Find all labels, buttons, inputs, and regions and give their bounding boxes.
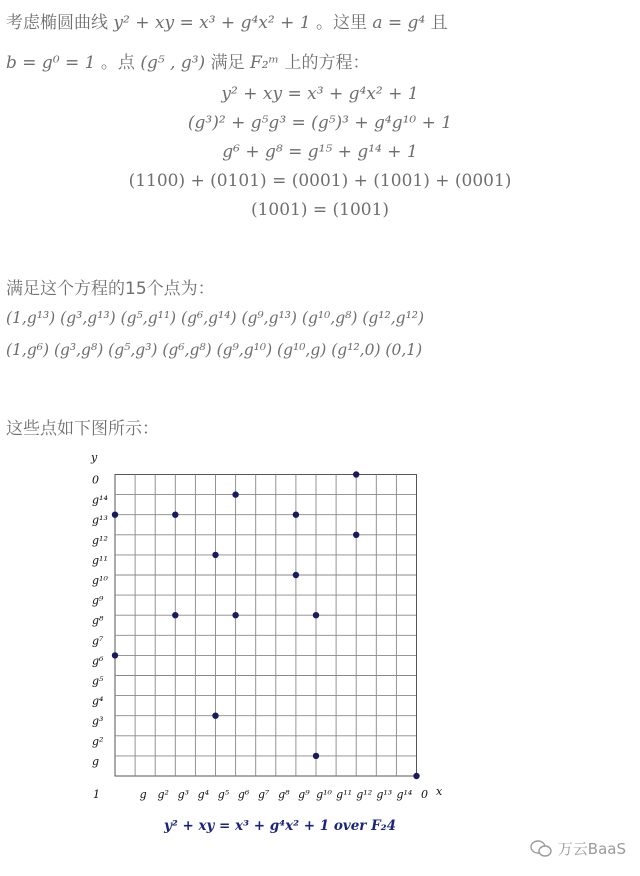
derivation-line-3: g⁶ + g⁸ = g¹⁵ + g¹⁴ + 1 [222, 142, 418, 162]
a-definition: a = g⁴ [372, 13, 426, 33]
x-tick-label: g [139, 788, 147, 801]
x-tick-label: 1 [93, 788, 100, 801]
watermark [530, 838, 626, 859]
curve-point [232, 612, 238, 618]
derivation-line-1: y² + xy = x³ + g⁴x² + 1 [221, 84, 419, 104]
y-tick-label: g¹¹ [92, 553, 108, 567]
curve-point [212, 552, 218, 558]
curve-point [353, 471, 359, 477]
points-row-1: (1,g¹³) (g³,g¹³) (g⁵,g¹¹) (g⁶,g¹⁴) (g⁹,g¹³) (g¹⁰,g⁸) (g¹²,g¹²) [6, 309, 425, 327]
y-axis-label: y [91, 451, 98, 464]
curve-point [232, 491, 238, 497]
x-tick-label: g³ [177, 788, 190, 801]
y-tick-label: g¹⁰ [92, 574, 108, 587]
x-tick-label: g¹² [356, 788, 373, 801]
y-tick-label: g⁶ [92, 654, 104, 668]
x-tick-label: g¹⁰ [316, 788, 332, 801]
curve-point [313, 753, 319, 759]
y-tick-label: g¹⁴ [92, 493, 108, 507]
curve-point [313, 612, 319, 618]
curve-point [293, 512, 299, 518]
x-tick-label: g⁵ [217, 788, 230, 801]
y-tick-label: g¹³ [92, 513, 108, 527]
x-tick-label: g² [157, 788, 169, 801]
curve-point [172, 512, 178, 518]
y-tick-label: g³ [92, 714, 104, 728]
intro-text: 。点 [100, 53, 135, 73]
derivation-line-4: (1100) + (0101) = (0001) + (1001) + (0001) [128, 171, 512, 191]
curve-point [172, 612, 178, 618]
x-tick-label: g⁷ [257, 788, 270, 801]
x-tick-label: g⁶ [237, 788, 250, 801]
intro-text: 满足 [210, 53, 245, 73]
x-tick-label: g⁹ [298, 788, 310, 801]
intro-text: 上的方程： [284, 53, 370, 73]
figure-heading: 这些点如下图所示： [6, 419, 159, 439]
x-tick-label: 0 [421, 788, 428, 801]
curve-point [212, 713, 218, 719]
derivation-line-5: (1001) = (1001) [250, 200, 390, 220]
curve-point [112, 512, 118, 518]
curve-point [353, 532, 359, 538]
intro-text: 。这里 [315, 13, 367, 33]
y-tick-label: 0 [92, 473, 99, 487]
y-tick-label: g⁸ [92, 614, 104, 628]
x-tick-label: g⁴ [197, 788, 210, 801]
y-tick-label: g¹² [92, 533, 108, 547]
x-tick-label: g¹⁴ [396, 788, 413, 801]
y-tick-label: g⁵ [92, 674, 104, 688]
curve-point [293, 572, 299, 578]
points-row-2: (1,g⁶) (g³,g⁸) (g⁵,g³) (g⁶,g⁸) (g⁹,g¹⁰) (g¹⁰,g) (g¹²,0) (0,1) [6, 341, 423, 359]
watermark-text: 万云BaaS [557, 840, 626, 858]
field-symbol: F₂ᵐ [250, 53, 280, 73]
x-axis-label: x [436, 785, 443, 798]
chart-frame [115, 475, 417, 777]
y-tick-label: g⁴ [92, 694, 104, 708]
x-tick-label: g¹³ [376, 788, 393, 801]
point-g5-g3: (g⁵ , g³) [140, 53, 206, 73]
intro-text: 考虑椭圆曲线 [6, 13, 108, 33]
b-definition: b = g⁰ = 1 [6, 53, 96, 73]
intro-text: 且 [430, 13, 448, 33]
chart-caption: y² + xy = x³ + g⁴x² + 1 over F₂4 [163, 818, 396, 834]
y-tick-label: g [92, 754, 100, 768]
y-tick-label: g² [92, 734, 104, 748]
x-tick-label: g⁸ [278, 788, 290, 801]
curve-point [112, 652, 118, 658]
wechat-icon [530, 840, 552, 858]
curve-point [413, 773, 419, 779]
points-heading: 满足这个方程的15个点为： [6, 279, 215, 299]
y-tick-label: g⁹ [92, 594, 104, 608]
derivation-line-2: (g³)² + g⁵g³ = (g⁵)³ + g⁴g¹⁰ + 1 [187, 113, 453, 133]
y-tick-label: g⁷ [92, 634, 104, 648]
curve-equation: y² + xy = x³ + g⁴x² + 1 [113, 13, 311, 33]
x-tick-label: g¹¹ [336, 788, 353, 801]
